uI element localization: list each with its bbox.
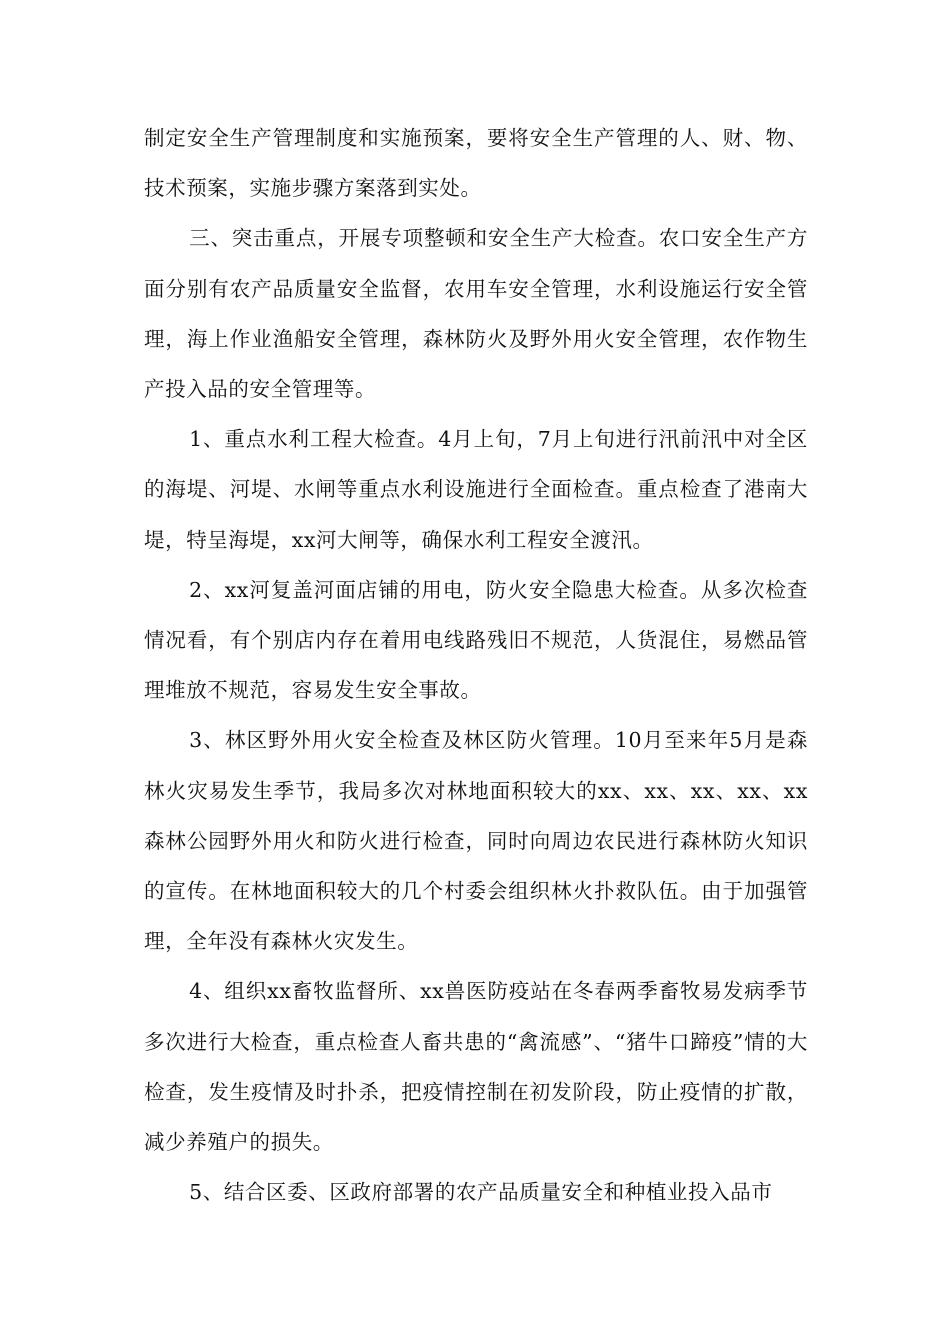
paragraph-4: 2、xx河复盖河面店铺的用电，防火安全隐患大检查。从多次检查情况看，有个别店内存在着用电线路残旧不规范，人货混住，易燃品管理堆放不规范，容易发生安全事故。 [144,577,808,703]
paragraph-5: 3、林区野外用火安全检查及林区防火管理。10月至来年5月是森林火灾易发生季节，我局多次对林地面积较大的xx、xx、xx、xx、xx森林公园野外用火和防火进行检查，同时向周边农民进行森林防火知识的宣传。在林地面积较大的几个村委会组织林火扑救队伍。由于加强管理，全年没有森林火灾发生。 [144,728,808,954]
paragraph-7: 5、结合区委、区政府部署的农产品质量安全和种植业投入品市 [189,1180,773,1205]
document-body [144,113,808,1217]
paragraph-3: 1、重点水利工程大检查。4月上旬，7月上旬进行汛前汛中对全区的海堤、河堤、水闸等重点水利设施进行全面检查。重点检查了港南大堤，特呈海堤，xx河大闸等，确保水利工程安全渡汛。 [144,427,808,552]
paragraph-1: 制定安全生产管理制度和实施预案，要将安全生产管理的人、财、物、技术预案，实施步骤方案落到实处。 [144,126,808,201]
paragraph-2: 三、突击重点，开展专项整顿和安全生产大检查。农口安全生产方面分别有农产品质量安全监督，农用车安全管理，水利设施运行安全管理，海上作业渔船安全管理，森林防火及野外用火安全管理，农作物生产投入品的安全管理等。 [144,226,808,402]
paragraph-6: 4、组织xx畜牧监督所、xx兽医防疫站在冬春两季畜牧易发病季节多次进行大检查，重点检查人畜共患的“禽流感”、“猪牛口蹄疫”情的大检查，发生疫情及时扑杀，把疫情控制在初发阶段，防止疫情的扩散，减少养殖户的损失。 [144,979,808,1155]
